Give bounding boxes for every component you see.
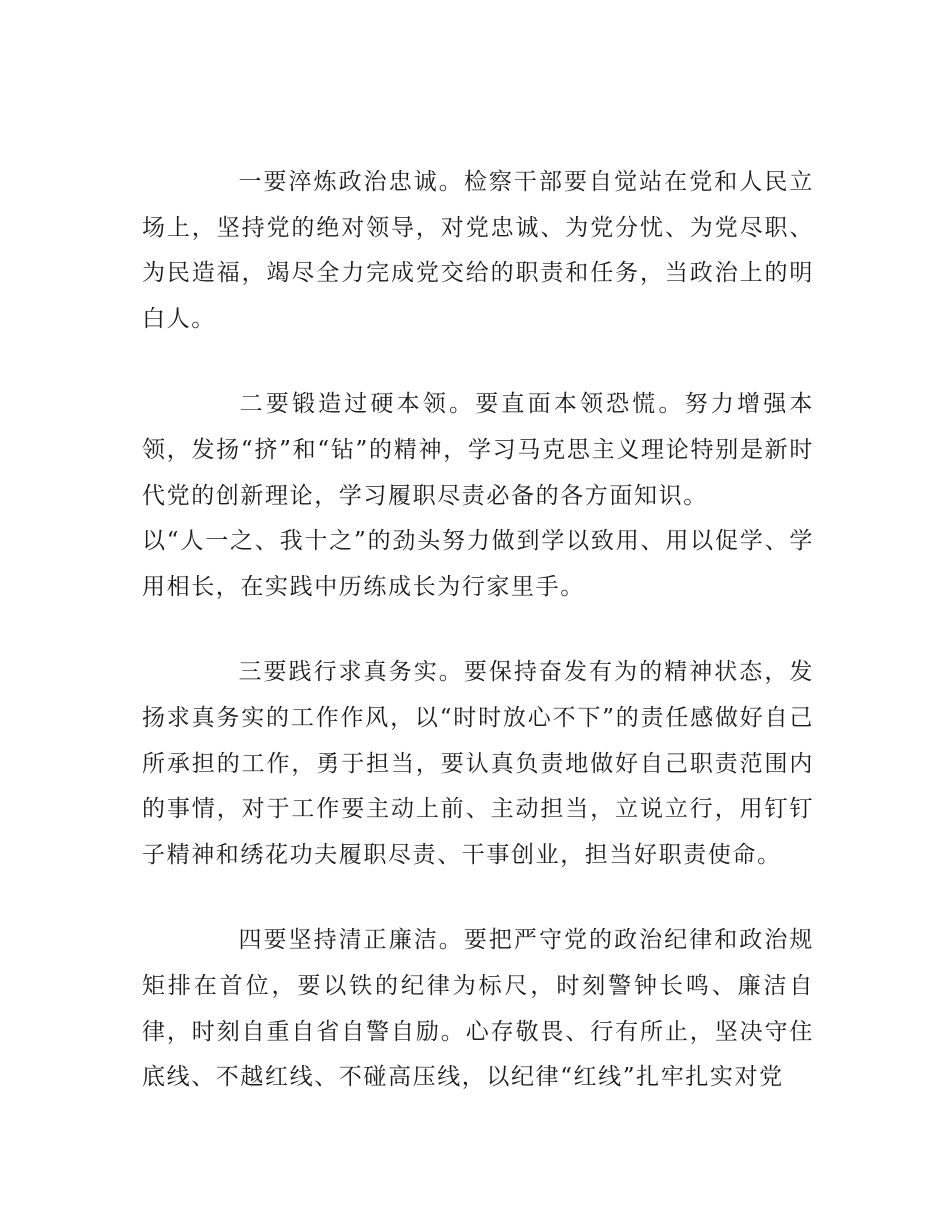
paragraph-integrity [142,918,814,1100]
paragraph-text: 二要锻造过硬本领。要直面本领恐慌。努力增强本领，发扬“挤”和“钻”的精神，学习马克思主义理论特别是新时代党的创新理论，学习履职尽责必备的各方面知识。 [142,391,814,509]
paragraph-text: 三要践行求真务实。要保持奋发有为的精神状态，发扬求真务实的工作作风，以“时时放心不下”的责任感做好自己所承担的工作，勇于担当，要认真负责地做好自己职责范围内的事情，对于工作要主动上前、主动担当，立说立行，用钉钉子精神和绣花功夫履职尽责、干事创业，担当好职责使命。 [142,659,814,868]
document-body [142,160,814,1101]
paragraph-solid-skills [142,382,814,610]
paragraph-text: 一要淬炼政治忠诚。检察干部要自觉站在党和人民立场上，坚持党的绝对领导，对党忠诚、为党分忧、为党尽职、为民造福，竭尽全力完成党交给的职责和任务，当政治上的明白人。 [142,169,814,332]
paragraph-continuation: 以“人一之、我十之”的劲头努力做到学以致用、用以促学、学用相长，在实践中历练成长为行家里手。 [142,528,814,600]
paragraph-political-loyalty [142,160,814,342]
paragraph-truth-seeking [142,650,814,878]
paragraph-text: 四要坚持清正廉洁。要把严守党的政治纪律和政治规矩排在首位，要以铁的纪律为标尺，时刻警钟长鸣、廉洁自律，时刻自重自省自警自励。心存敬畏、行有所止，坚决守住底线、不越红线、不碰高压线，以纪律“红线”扎牢扎实对党 [142,927,814,1091]
